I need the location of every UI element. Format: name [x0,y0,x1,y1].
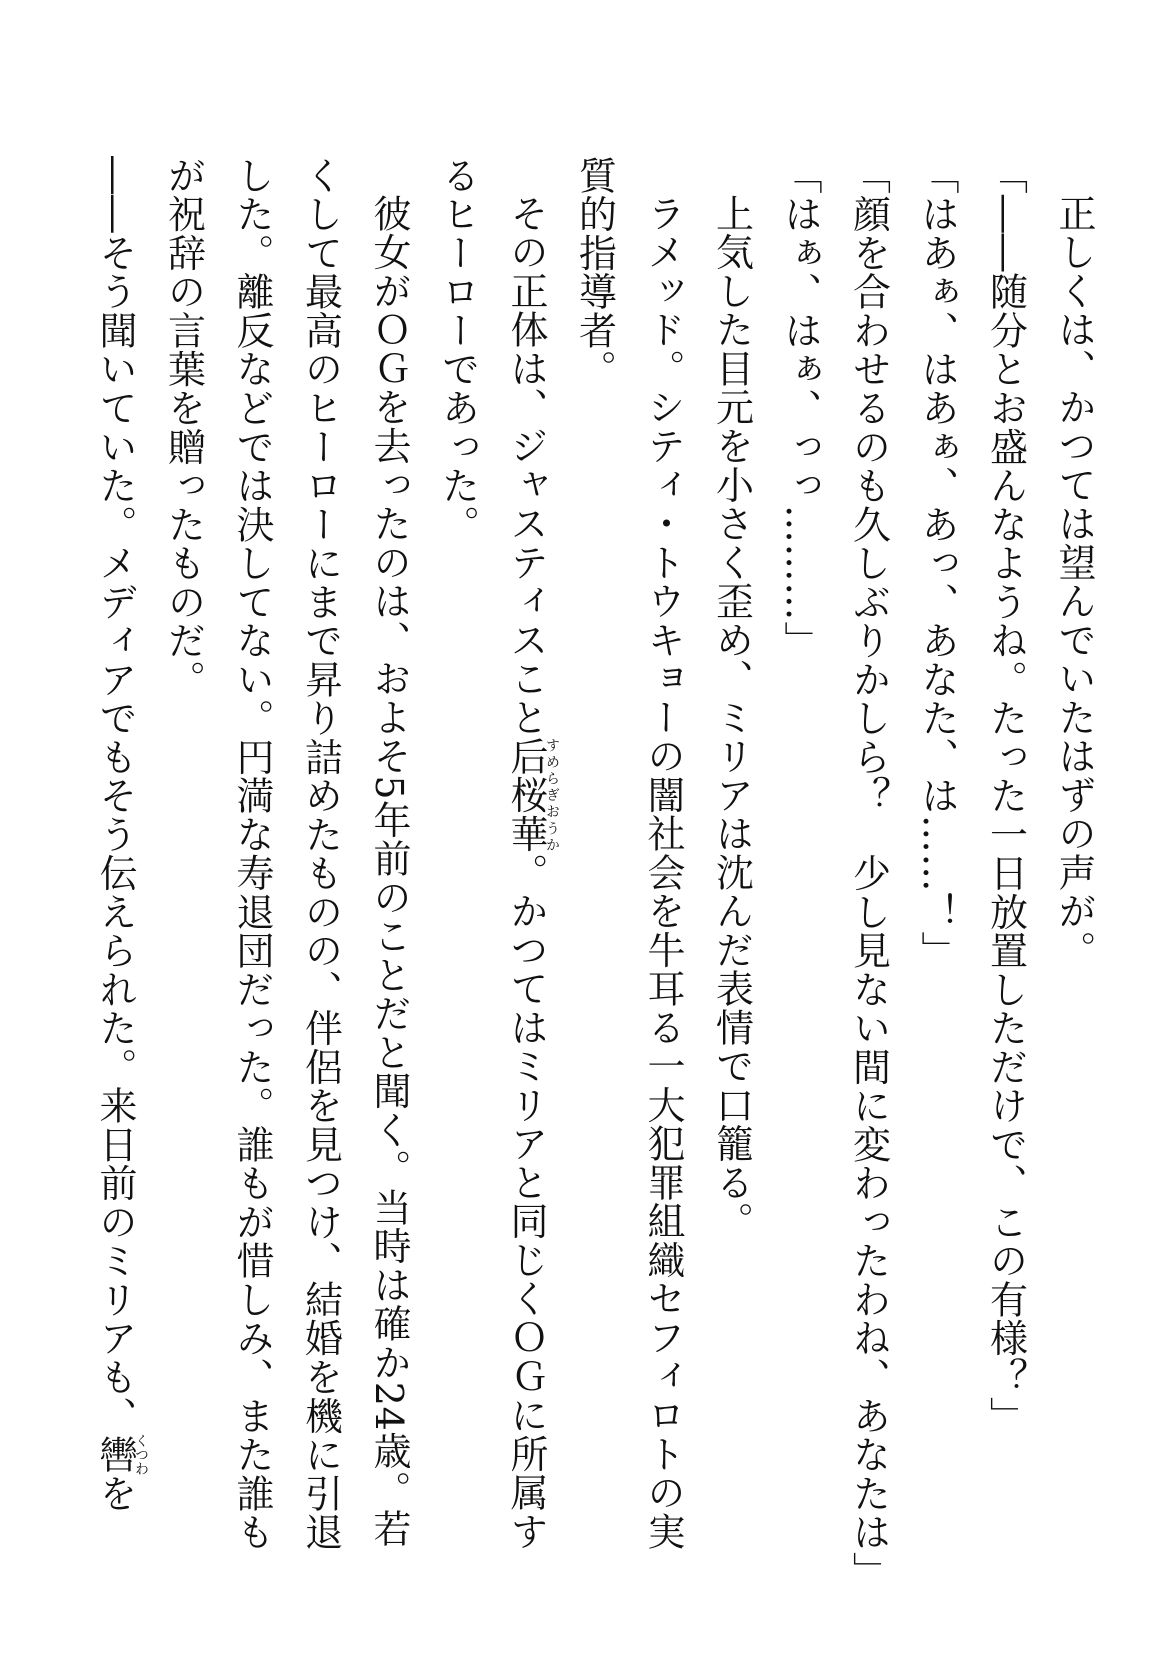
paragraph-2: 上気した目元を小さく歪め、ミリアは沈んだ表情で口籠る。 [709,194,754,1241]
paragraph-6-after-ruby: を [93,1473,137,1513]
paragraph-6-before-ruby: ――そう聞いていた。メディアでもそう伝えられた。来日前のミリアも、 [93,156,137,1436]
paragraph-4-before-ruby: その正体は、ジャスティスこと [504,194,548,737]
paragraph-4 [423,156,560,1576]
paragraph-4-after-ruby: 。かつてはミリアと同じくＯＧに所属するヒーローであった。 [435,156,548,1551]
paragraph-5: 彼女がＯＧを去ったのは、およそ5年前のことだと聞く。当時は確か24歳。若くして最高のヒーローにまで昇り詰めたものの、伴侶を見つけ、結婚を機に引退した。離反などでは決してない。円満な寿退団だった。誰もが惜しみ、また誰もが祝辞の言葉を贈ったものだ。 [161,156,411,1552]
ruby-base: 后桜華 [504,736,548,853]
dialogue-line-1: 「――随分とお盛んなようね。たった一日放置しただけで、この有様？」 [983,156,1028,1436]
vertical-text-body [81,156,1109,1591]
ruby-base: 轡 [93,1433,137,1476]
paragraph-3: ラメッド。シティ・トウキョーの闇社会を牛耳る一大犯罪組織セフィロトの実質的指導者。 [572,156,685,1551]
ruby-sumeragi-ouka [504,736,560,853]
dialogue-line-3: 「顔を合わせるのも久しぶりかしら？ 少し見ない間に変わったわね、あなたは」 [846,156,891,1591]
ruby-reading: すめらぎおうか [544,736,560,853]
paragraph-1: 正しくは、かつては望んでいたはずの声が。 [1052,194,1096,970]
ruby-reading: くつわ [133,1433,149,1476]
ruby-kutsuwa [93,1433,149,1476]
paragraph-6 [81,156,150,1576]
dialogue-line-2: 「はあぁ、はあぁ、あっ、あなた、は……！」 [915,156,959,970]
dialogue-line-4: 「はぁ、はぁ、っっ………」 [778,156,822,660]
